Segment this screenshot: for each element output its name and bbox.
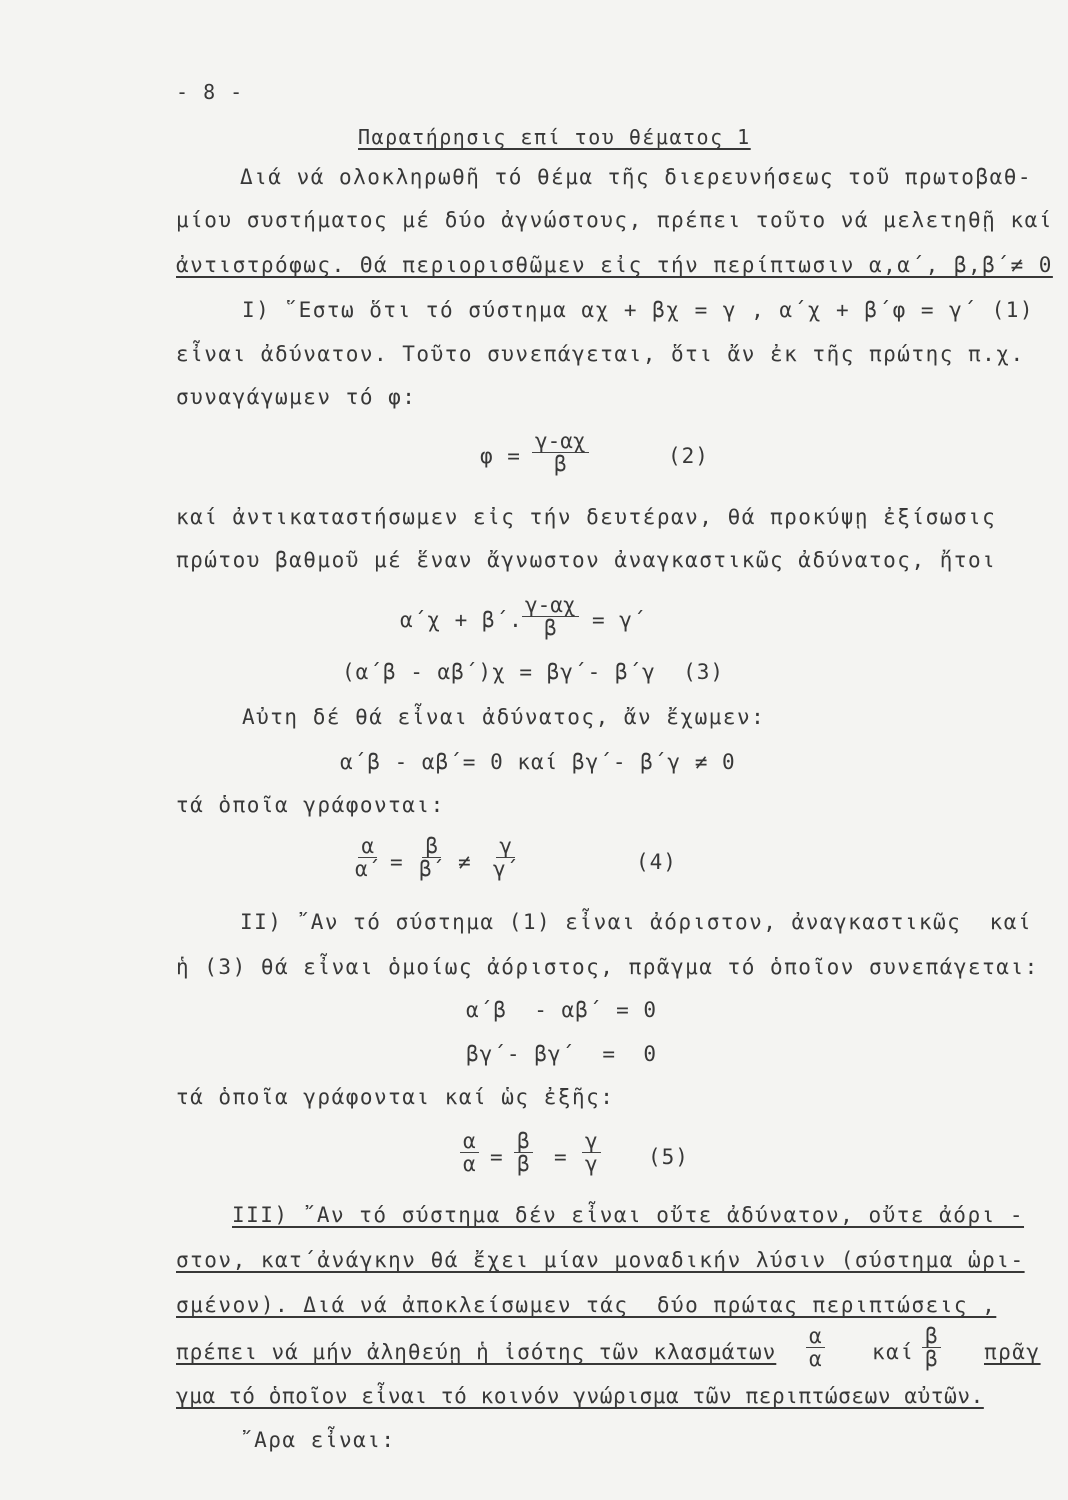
fraction xyxy=(490,835,521,880)
equation-lhs: α΄χ + β΄. xyxy=(400,608,523,632)
fraction-denominator: β xyxy=(553,452,567,477)
paragraph-line: σμένον). Διά νά ἀποκλείσωμεν τάς δύο πρώτας περιπτώσεις , xyxy=(176,1293,997,1317)
equation-three: (α΄β - αβ΄)χ = βγ΄- β΄γ (3) xyxy=(342,660,725,684)
paragraph-line: τά ὁποῖα γράφονται καί ὡς ἐξῆς: xyxy=(176,1085,615,1109)
not-equal-sign: ≠ xyxy=(458,850,472,874)
paragraph-line: μίου συστήματος μέ δύο ἀγνώστους, πρέπει τοῦτο νά μελετηθῇ καί xyxy=(176,208,1053,232)
fraction xyxy=(582,1130,601,1175)
fraction xyxy=(416,835,447,880)
page-title: Παρατήρησις επί του θέματος 1 xyxy=(358,125,751,149)
paragraph-line: ἀντιστρόφως. Θά περιορισθῶμεν εἰς τήν περίπτωσιν α,α΄, β,β΄≠ 0 xyxy=(176,253,1053,277)
fraction-numerator: γ-αχ xyxy=(522,594,579,617)
fraction-numerator: β xyxy=(514,1130,533,1153)
paragraph-line: ῎Αρα εἶναι: xyxy=(240,1428,396,1452)
page-number: - 8 - xyxy=(176,80,244,104)
fraction xyxy=(806,1325,825,1370)
paragraph-line: Διά νά ολοκληρωθῆ τό θέμα τῆς διερευνήσεως τοῦ πρωτοβαθ- xyxy=(240,165,1033,189)
fraction-denominator: α xyxy=(809,1347,822,1372)
fraction xyxy=(532,430,589,475)
fraction-denominator: β xyxy=(925,1347,938,1372)
equation-tag: (4) xyxy=(636,850,677,874)
paragraph-line: πρέπει νά μήν ἀληθεύῃ ἡ ἰσότης τῶν κλασμάτων xyxy=(176,1340,777,1364)
equals-sign: = xyxy=(390,850,404,874)
equals-sign: = xyxy=(490,1145,504,1169)
fraction-denominator: β xyxy=(543,616,557,641)
paragraph-line: Αὐτη δέ θά εἶναι ἀδύνατος, ἄν ἔχωμεν: xyxy=(242,705,766,729)
paragraph-line: καί ἀντικαταστήσωμεν εἰς τήν δευτέραν, θά προκύψῃ ἐξίσωσις xyxy=(176,505,997,529)
paragraph-line: πρᾶγ xyxy=(984,1340,1041,1364)
fraction-numerator: γ xyxy=(582,1130,601,1153)
fraction-numerator: α xyxy=(358,835,377,858)
condition-line: βγ΄- βγ΄ = 0 xyxy=(466,1042,658,1066)
fraction xyxy=(922,1325,941,1370)
fraction-numerator: α xyxy=(460,1130,479,1153)
fraction-denominator: β xyxy=(517,1152,530,1177)
fraction-numerator: β xyxy=(422,835,441,858)
condition-line: α΄β - αβ΄ = 0 xyxy=(466,998,658,1022)
conjunction-text: καί xyxy=(872,1340,915,1364)
equation-lhs: φ = xyxy=(480,444,521,468)
case-one-statement: I) ῞Εστω ὅτι τό σύστημα αχ + βχ = γ , α΄χ + β΄φ = γ΄ (1) xyxy=(242,298,1035,322)
paragraph-line: πρώτου βαθμοῦ μέ ἕναν ἄγνωστον ἀναγκαστικῶς ἀδύνατος, ἤτοι xyxy=(176,548,997,572)
fraction xyxy=(460,1130,479,1175)
fraction-numerator: β xyxy=(922,1325,941,1348)
condition-line: α΄β - αβ΄= 0 καί βγ΄- β΄γ ≠ 0 xyxy=(340,750,736,774)
fraction-denominator: α xyxy=(463,1152,476,1177)
fraction-numerator: α xyxy=(806,1325,825,1348)
equals-sign: = xyxy=(554,1145,568,1169)
fraction-denominator: γ΄ xyxy=(493,857,519,882)
equation-tag: (2) xyxy=(668,444,709,468)
paragraph-line: συναγάγωμεν τό φ: xyxy=(176,385,417,409)
paragraph-line: στον, κατ΄ἀνάγκην θά ἔχει μίαν μοναδικήν λύσιν (σύστημα ὡρι- xyxy=(176,1248,1025,1272)
paragraph-line: εἶναι ἀδύνατον. Τοῦτο συνεπάγεται, ὅτι ἄν ἐκ τῆς πρώτης π.χ. xyxy=(176,342,1025,366)
fraction xyxy=(352,835,383,880)
case-three-statement: III) ῎Αν τό σύστημα δέν εἶναι οὔτε ἀδύνατον, οὔτε ἀόρι - xyxy=(232,1203,1025,1227)
fraction-denominator: β΄ xyxy=(419,857,445,882)
fraction xyxy=(522,594,579,639)
paragraph-line: ἡ (3) θά εἶναι ὁμοίως ἀόριστος, πρᾶγμα τό ὁποῖον συνεπάγεται: xyxy=(176,955,1039,979)
paragraph-line: γμα τό ὁποῖον εἶναι τό κοινόν γνώρισμα τῶν περιπτώσεων αὐτῶν. xyxy=(176,1384,984,1408)
case-two-statement: II) ῎Αν τό σύστημα (1) εἶναι ἀόριστον, ἀναγκαστικῶς καί xyxy=(240,910,1033,934)
fraction-denominator: γ xyxy=(585,1152,598,1177)
fraction-numerator: γ-αχ xyxy=(532,430,589,453)
fraction xyxy=(514,1130,533,1175)
equation-tag: (5) xyxy=(648,1145,689,1169)
equation-rhs: = γ΄ xyxy=(592,608,647,632)
fraction-numerator: γ xyxy=(496,835,515,858)
paragraph-line: τά ὁποῖα γράφονται: xyxy=(176,793,445,817)
fraction-denominator: α΄ xyxy=(355,857,381,882)
